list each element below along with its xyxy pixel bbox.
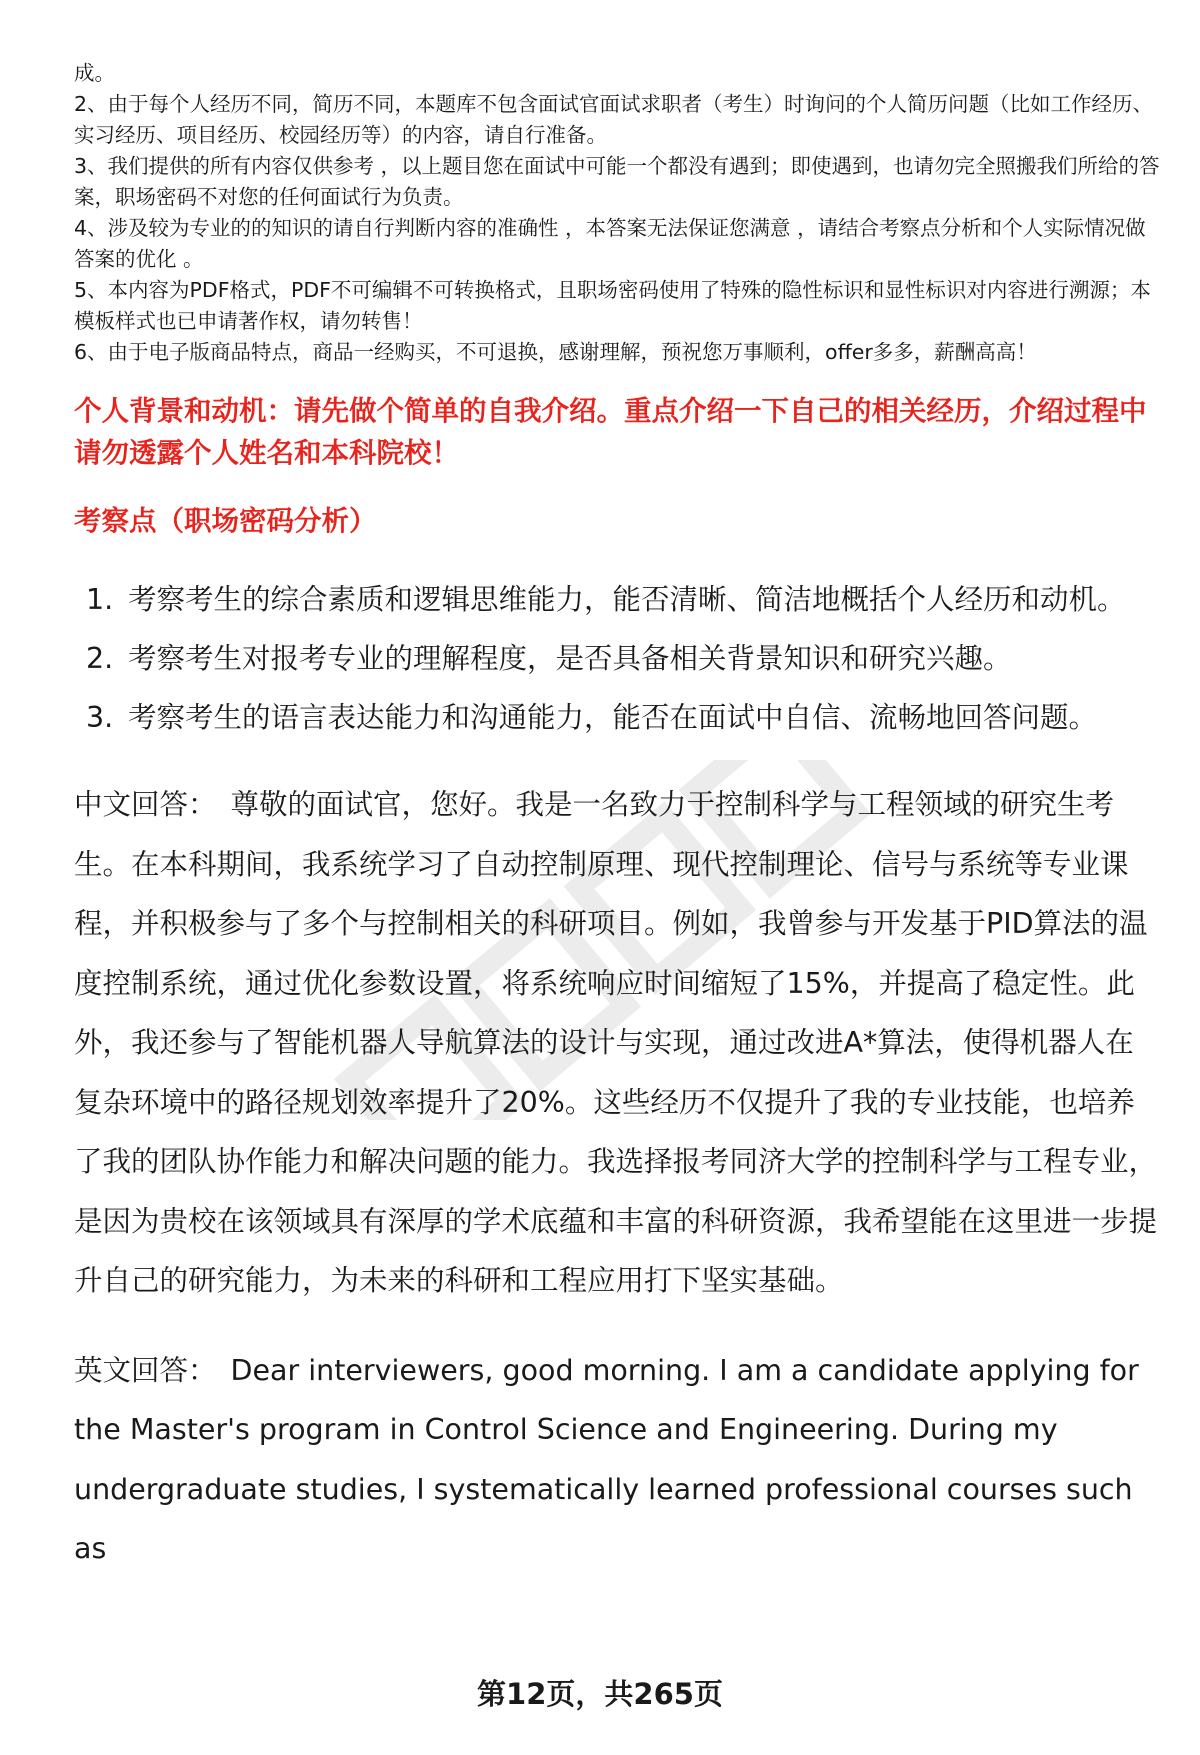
notes-section xyxy=(74,58,1160,368)
english-answer-text: Dear interviewers, good morning. I am a candidate applying for the Master's program in Control Science and Engineering. During my undergraduate studies, I systematically learned professional courses such as xyxy=(74,1353,1139,1565)
note-line: 成。 xyxy=(74,61,115,85)
note-line: 4、涉及较为专业的的知识的请自行判断内容的准确性 ，本答案无法保证您满意 ，请结合考察点分析和个人实际情况做答案的优化 。 xyxy=(74,216,1146,271)
note-line: 2、由于每个人经历不同，简历不同，本题库不包含面试官面试求职者（考生）时询问的个人简历问题（比如工作经历、实习经历、项目经历、校园经历等）的内容，请自行准备。 xyxy=(74,92,1154,147)
interview-question: 个人背景和动机：请先做个简单的自我介绍。重点介绍一下自己的相关经历，介绍过程中请勿透露个人姓名和本科院校！ xyxy=(74,395,1147,469)
point-item xyxy=(74,688,1160,747)
page-content xyxy=(74,58,1160,1579)
page-number-footer: 第12页，共265页 xyxy=(477,1677,723,1711)
point-text: 考察考生的综合素质和逻辑思维能力，能否清晰、简洁地概括个人经历和动机。 xyxy=(128,583,1126,616)
point-item xyxy=(74,629,1160,688)
chinese-answer-text: 尊敬的面试官，您好。我是一名致力于控制科学与工程领域的研究生考生。在本科期间，我系统学习了自动控制原理、现代控制理论、信号与系统等专业课程，并积极参与了多个与控制相关的科研项目。例如，我曾参与开发基于PID算法的温度控制系统，通过优化参数设置，将系统响应时间缩短了15%，并提高了稳定性。此外，我还参与了智能机器人导航算法的设计与实现，通过改进A*算法，使得机器人在复杂环境中的路径规划效率提升了20%。这些经历不仅提升了我的专业技能，也培养了我的团队协作能力和解决问题的能力。我选择报考同济大学的控制科学与工程专业，是因为贵校在该领域具有深厚的学术底蕴和丰富的科研资源，我希望能在这里进一步提升自己的研究能力，为未来的科研和工程应用打下坚实基础。 xyxy=(74,788,1158,1297)
point-number: 2. xyxy=(86,642,114,675)
english-answer-label: 英文回答： xyxy=(74,1353,217,1387)
english-answer xyxy=(74,1341,1160,1579)
note-line: 5、本内容为PDF格式，PDF不可编辑不可转换格式，且职场密码使用了特殊的隐性标识和显性标识对内容进行溯源；本模板样式也已申请著作权，请勿转售！ xyxy=(74,278,1151,333)
point-number: 3. xyxy=(86,701,114,734)
point-text: 考察考生的语言表达能力和沟通能力，能否在面试中自信、流畅地回答问题。 xyxy=(128,701,1098,734)
chinese-answer-label: 中文回答： xyxy=(74,788,217,821)
point-number: 1. xyxy=(86,583,114,616)
note-line: 3、我们提供的所有内容仅供参考 ，以上题目您在面试中可能一个都没有遇到；即使遇到，也请勿完全照搬我们所给的答案，职场密码不对您的任何面试行为负责。 xyxy=(74,154,1160,209)
chinese-answer xyxy=(74,775,1160,1311)
note-line: 6、由于电子版商品特点，商品一经购买，不可退换，感谢理解，预祝您万事顺利，offer多多，薪酬高高！ xyxy=(74,340,1037,364)
point-item xyxy=(74,570,1160,629)
point-text: 考察考生对报考专业的理解程度，是否具备相关背景知识和研究兴趣。 xyxy=(128,642,1012,675)
points-list xyxy=(74,570,1160,747)
points-title: 考察点（职场密码分析） xyxy=(74,505,377,537)
